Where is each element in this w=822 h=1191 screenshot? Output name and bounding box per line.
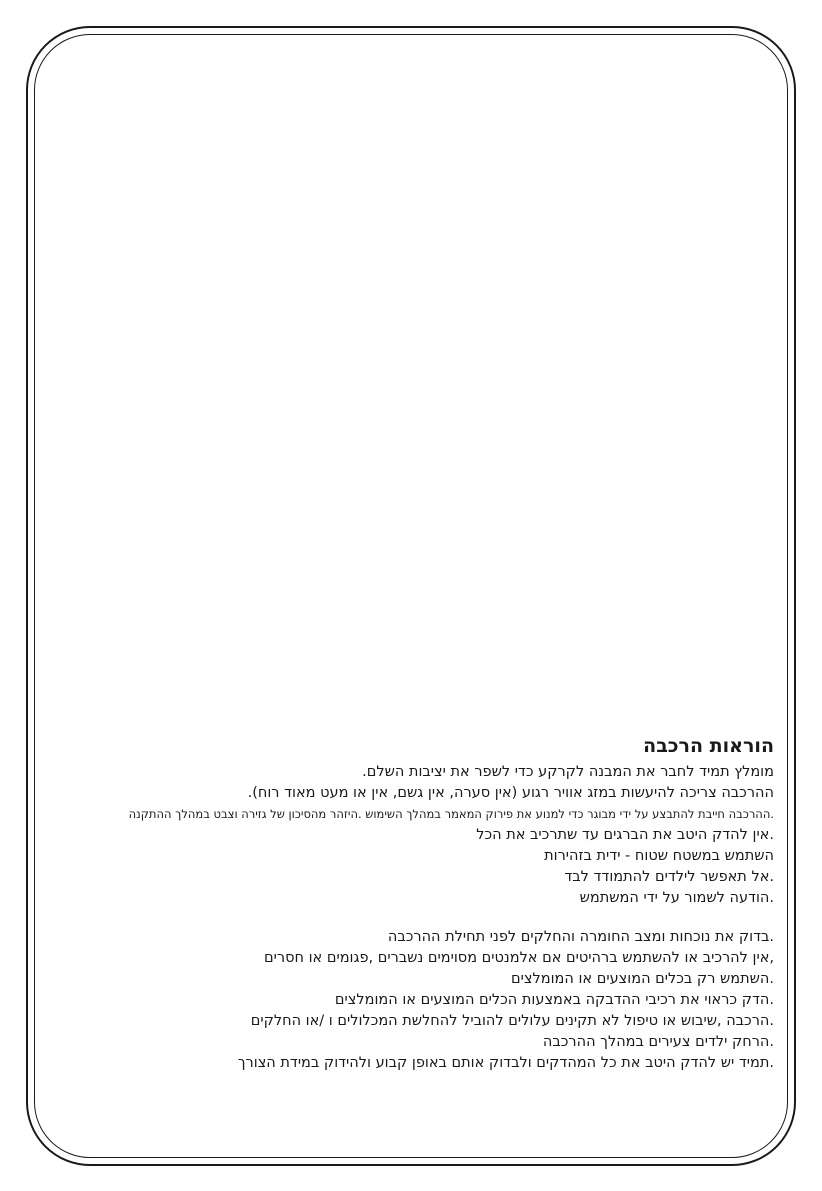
instruction-line: .הודעה לשמור על ידי המשתמש [579, 890, 774, 906]
instruction-line: .הרכבה ,שיבוש או טיפול לא תקינים עלולים להוביל להחלשת המכלולים ו /או החלקים [250, 1013, 774, 1029]
instruction-line: .השתמש רק בכלים המוצעים או המומלצים [511, 971, 774, 987]
instruction-line: .תמיד יש להדק היטב את כל המהדקים ולבדוק אותם באופן קבוע ולהידוק במידת הצורך [237, 1055, 774, 1071]
instruction-line: .אל תאפשר לילדים להתמודד לבד [564, 869, 774, 885]
instructions-title: הוראות הרכבה [643, 735, 774, 757]
instruction-line: .אין להדק היטב את הברגים עד שתרכיב את הכל [476, 827, 774, 843]
assembly-instructions [40, 732, 774, 1074]
safety-instructions [40, 927, 774, 1074]
instruction-line: .הרחק ילדים צעירים במהלך ההרכבה [542, 1034, 774, 1050]
general-instructions [40, 762, 774, 909]
instruction-line: .ההרכבה חייבת להתבצע על ידי מבוגר כדי למנוע את פירוק המאמר במהלך השימוש .היזהר מהסיכון של גזירה וצבט במהלך ההתקנה [128, 807, 774, 821]
instruction-line: מומלץ תמיד לחבר את המבנה לקרקע כדי לשפר את יציבות השלם. [362, 764, 774, 780]
instruction-line: .הדק כראוי את רכיבי ההדבקה באמצעות הכלים המוצעים או המומלצים [334, 992, 774, 1008]
section-spacer [40, 909, 774, 927]
instruction-line: ,אין להרכיב או להשתמש ברהיטים אם אלמנטים מסוימים נשברים ,פגומים או חסרים [264, 950, 774, 966]
instruction-line: השתמש במשטח שטוח - ידית בזהירות [544, 848, 774, 864]
instruction-line: .בדוק את נוכחות ומצב החומרה והחלקים לפני תחילת ההרכבה [387, 929, 774, 945]
instruction-line: ההרכבה צריכה להיעשות במזג אוויר רגוע (אין סערה, אין גשם, אין או מעט מאוד רוח). [247, 785, 774, 801]
